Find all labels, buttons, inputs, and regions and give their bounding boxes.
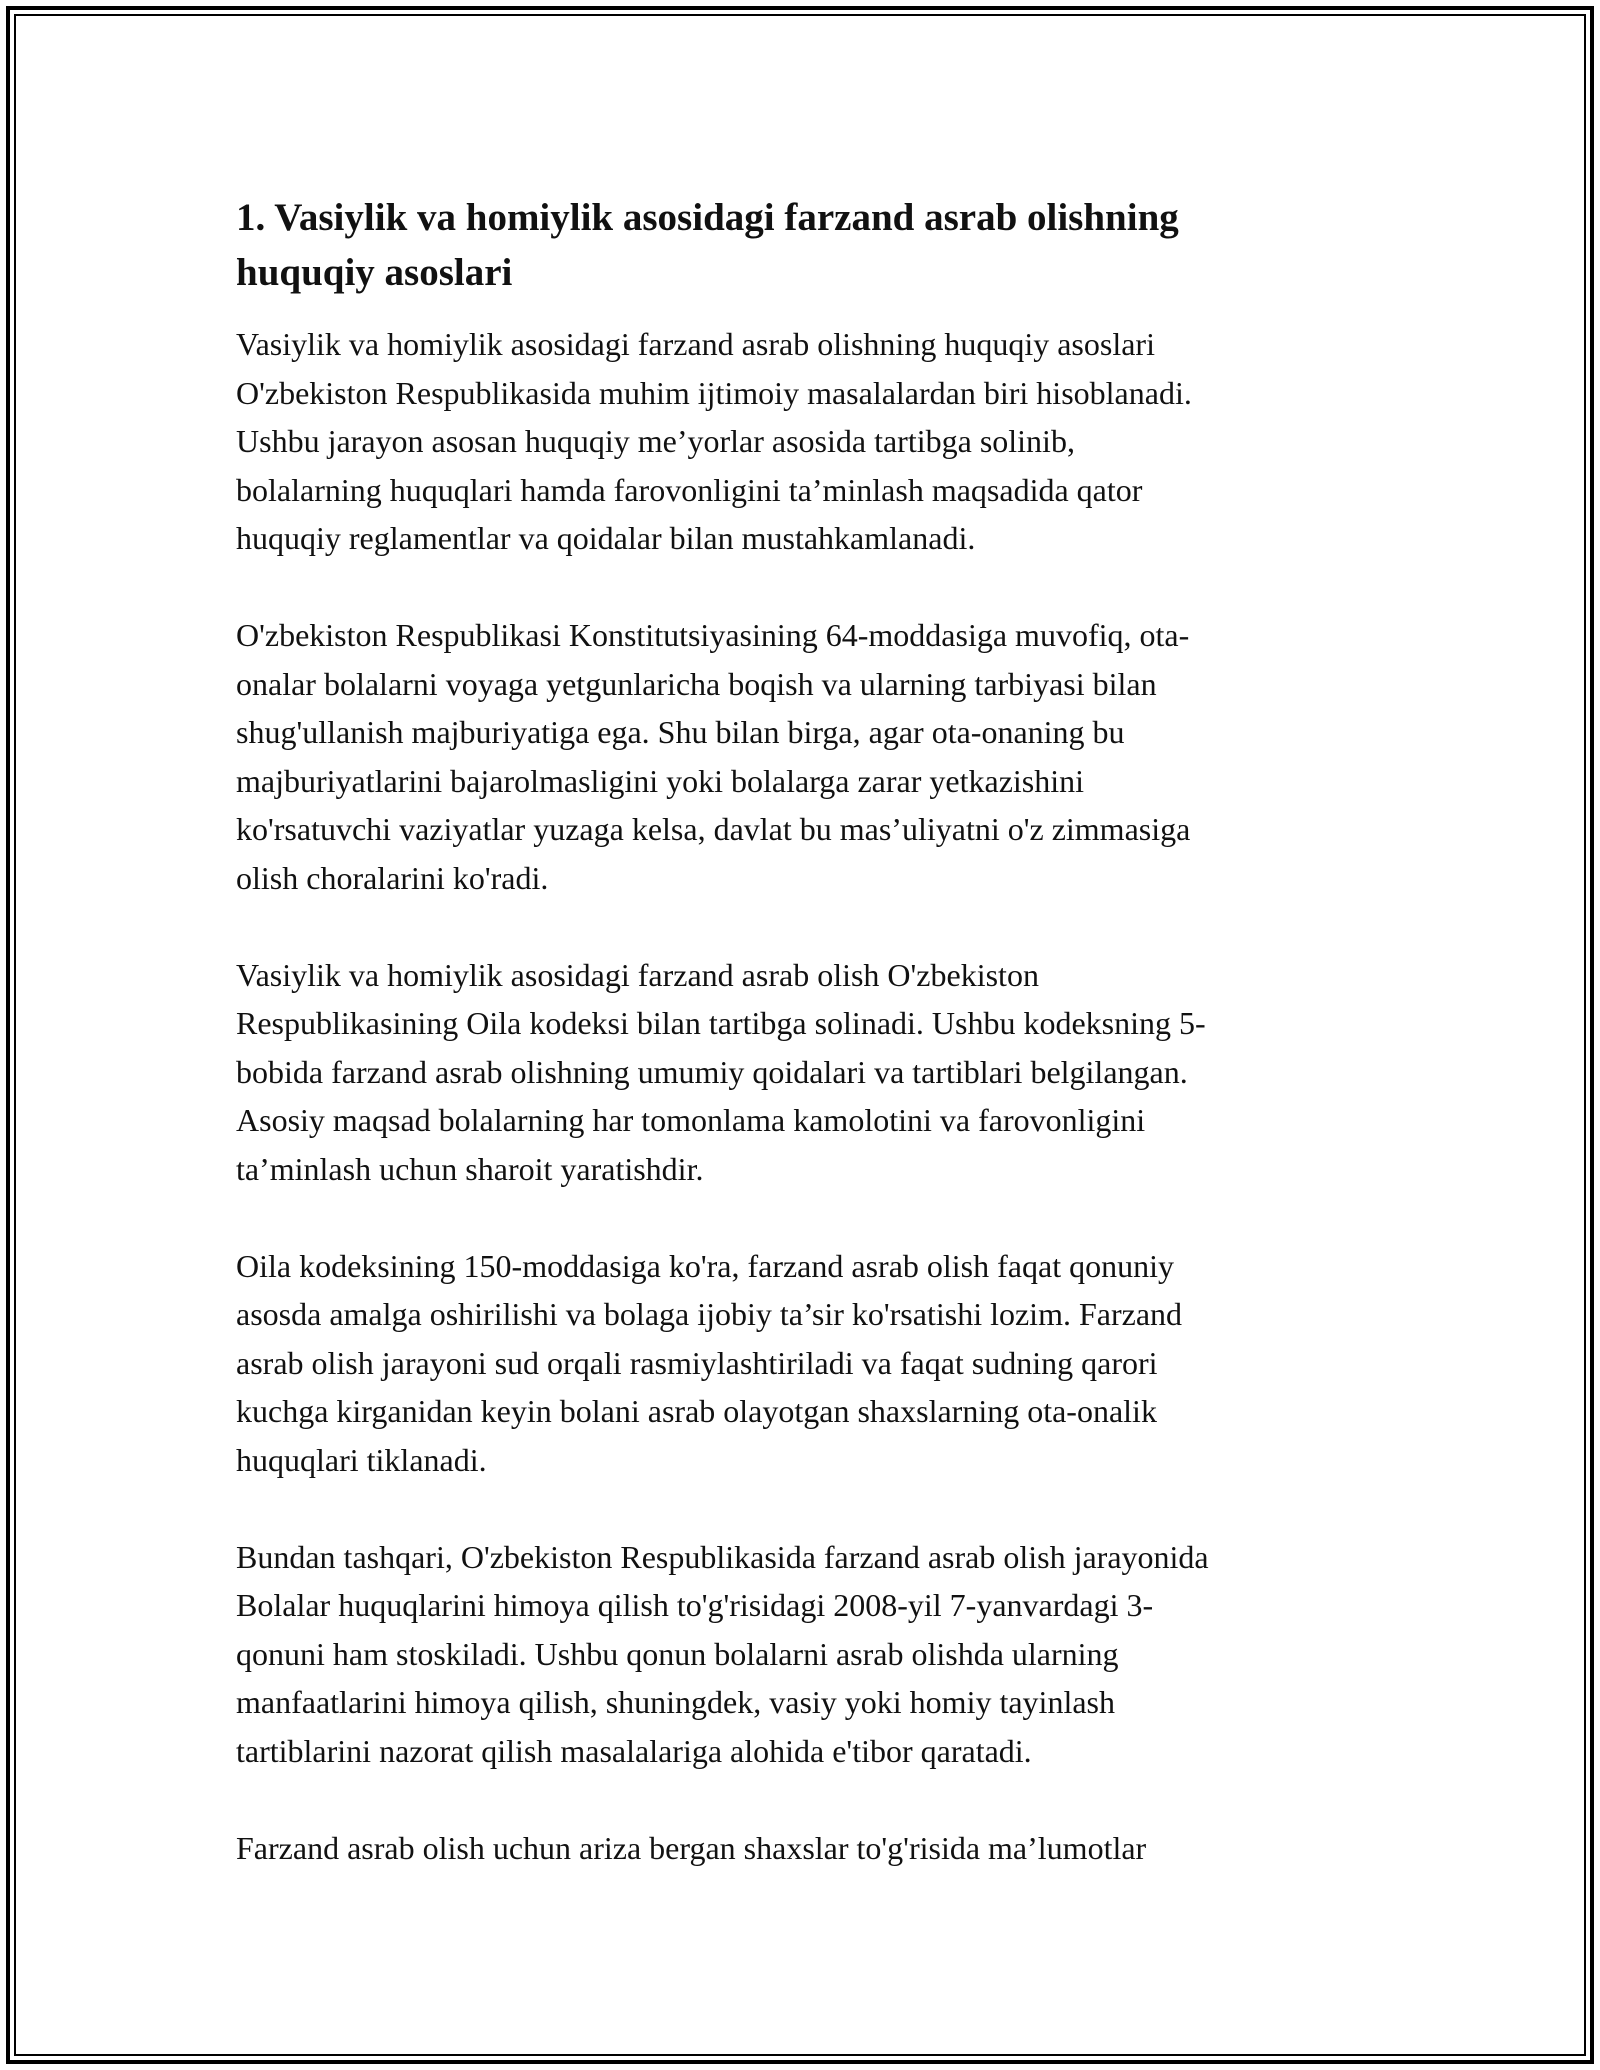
text-line: kuchga kirganidan keyin bolani asrab olayotgan shaxslarning ota-onalik xyxy=(236,1393,1157,1429)
text-line: Farzand asrab olish uchun ariza bergan shaxslar to'g'risida ma’lumotlar xyxy=(236,1829,1147,1866)
text-line: shug'ullanish majburiyatiga ega. Shu bilan birga, agar ota-onaning bu xyxy=(236,714,1125,750)
text-line: huquqiy reglamentlar va qoidalar bilan mustahkamlanadi. xyxy=(236,520,976,556)
text-line: Oila kodeksining 150-moddasiga ko'ra, farzand asrab olish faqat qonuniy xyxy=(236,1247,1174,1284)
document-body xyxy=(236,190,1366,1921)
text-line: Ushbu jarayon asosan huquqiy me’yorlar asosida tartibga solinib, xyxy=(236,423,1075,459)
text-line: tartiblarini nazorat qilish masalalariga alohida e'tibor qaratadi. xyxy=(236,1732,1032,1769)
text-line: asosda amalga oshirilishi va bolaga ijobiy ta’sir ko'rsatishi lozim. Farzand xyxy=(236,1296,1183,1332)
text-line: Bolalar huquqlarini himoya qilish to'g'risidagi 2008-yil 7-yanvardagi 3- xyxy=(236,1587,1154,1623)
document-title-line: 1. Vasiylik va homiylik asosidagi farzand asrab olishning xyxy=(236,196,1179,239)
text-line: olish choralarini ko'radi. xyxy=(236,859,549,896)
paragraph-3 xyxy=(236,951,1366,1194)
text-line: manfaatlarini himoya qilish, shuningdek, vasiy yoki homiy tayinlash xyxy=(236,1684,1115,1720)
text-line: Vasiylik va homiylik asosidagi farzand asrab olish O'zbekiston xyxy=(236,956,1039,993)
paragraph-1 xyxy=(236,320,1366,563)
document-title-line: huquqiy asoslari xyxy=(236,251,513,294)
text-line: Vasiylik va homiylik asosidagi farzand asrab olishning huquqiy asoslari xyxy=(236,326,1155,362)
text-line: O'zbekiston Respublikasi Konstitutsiyasining 64-moddasiga muvofiq, ota- xyxy=(236,617,1190,653)
text-line: ko'rsatuvchi vaziyatlar yuzaga kelsa, davlat bu mas’uliyatni o'z zimmasiga xyxy=(236,811,1191,847)
text-line: huquqlari tiklanadi. xyxy=(236,1441,487,1478)
text-line: Asosiy maqsad bolalarning har tomonlama kamolotini va farovonligini xyxy=(236,1102,1146,1138)
text-line: qonuni ham stoskiladi. Ushbu qonun bolalarni asrab olishda ularning xyxy=(236,1635,1119,1672)
text-line: majburiyatlarini bajarolmasligini yoki bolalarga zarar yetkazishini xyxy=(236,762,1085,799)
text-line: bobida farzand asrab olishning umumiy qoidalari va tartiblari belgilangan. xyxy=(236,1053,1188,1090)
text-line: O'zbekiston Respublikasida muhim ijtimoiy masalalardan biri hisoblanadi. xyxy=(236,374,1192,411)
paragraph-5 xyxy=(236,1533,1366,1776)
paragraph-2 xyxy=(236,611,1366,902)
paragraph-6 xyxy=(236,1824,1366,1873)
text-line: Bundan tashqari, O'zbekiston Respublikasida farzand asrab olish jarayonida xyxy=(236,1538,1209,1575)
text-line: bolalarning huquqlari hamda farovonligini ta’minlash maqsadida qator xyxy=(236,471,1143,508)
document-title xyxy=(236,190,1366,300)
paragraph-4 xyxy=(236,1242,1366,1485)
text-line: Respublikasining Oila kodeksi bilan tartibga solinadi. Ushbu kodeksning 5- xyxy=(236,1005,1206,1041)
text-line: ta’minlash uchun sharoit yaratishdir. xyxy=(236,1150,704,1187)
text-line: asrab olish jarayoni sud orqali rasmiylashtiriladi va faqat sudning qarori xyxy=(236,1344,1158,1381)
text-line: onalar bolalarni voyaga yetgunlaricha boqish va ularning tarbiyasi bilan xyxy=(236,665,1157,702)
